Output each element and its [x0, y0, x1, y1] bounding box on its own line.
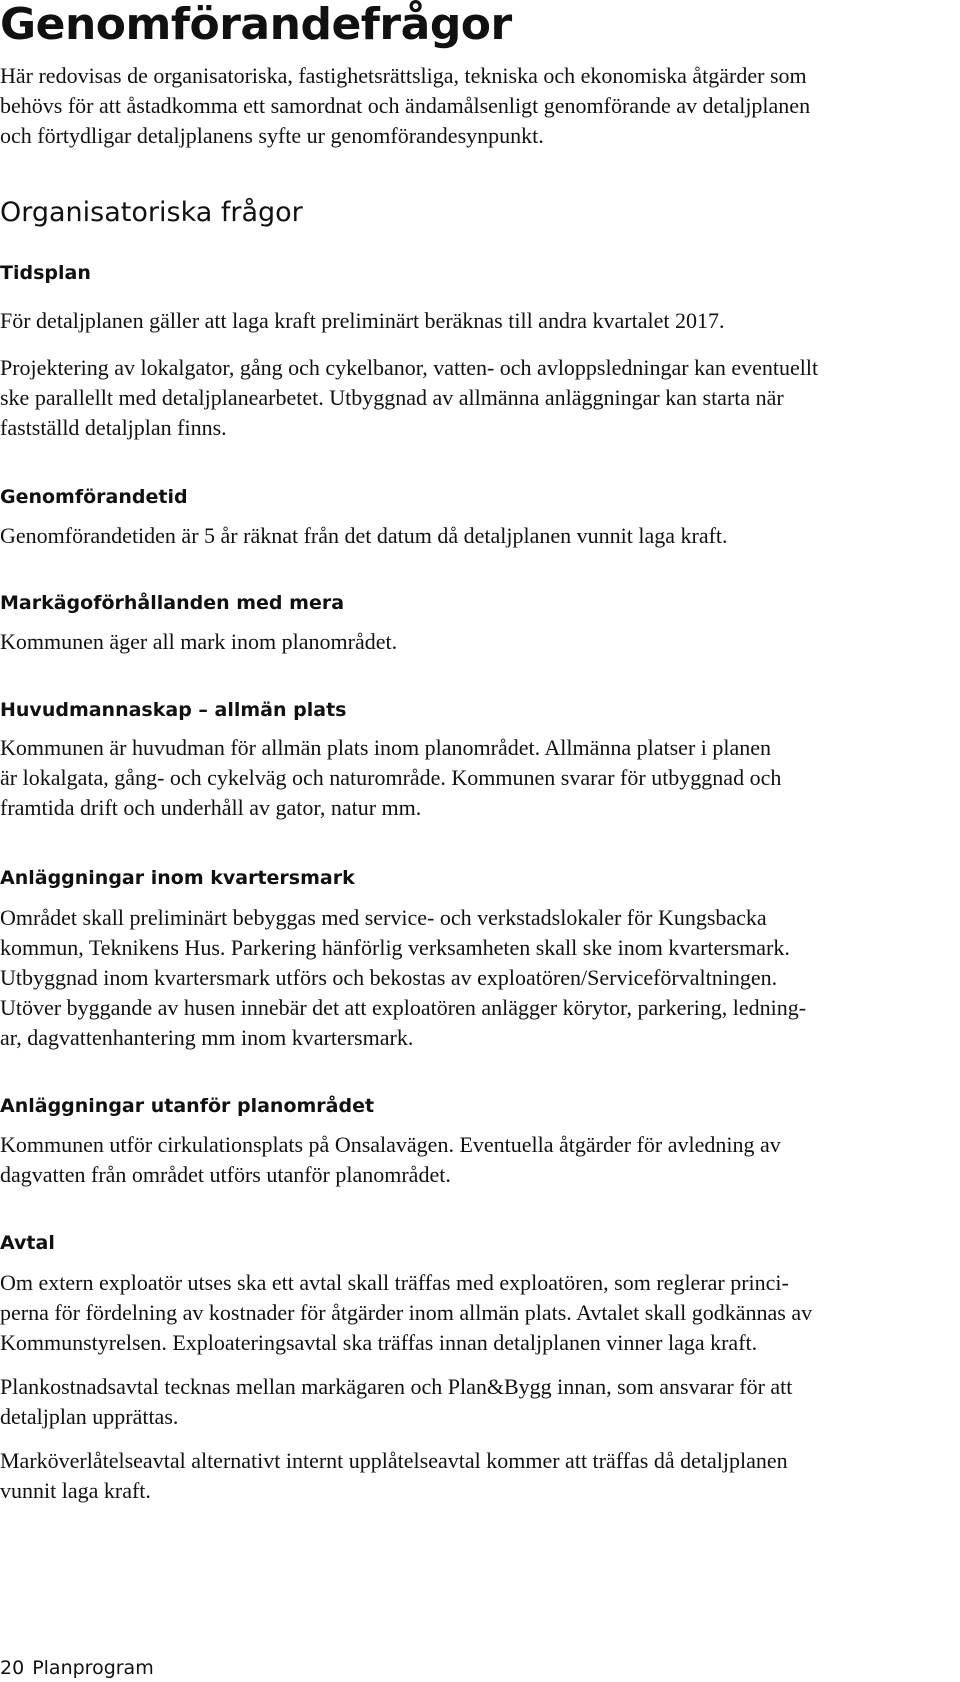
paragraph-line: Området skall preliminärt bebyggas med service- och verkstadslokaler för Kungsbacka: [0, 905, 767, 930]
anlaggningar-utanfor-heading: Anläggningar utanför planområdet: [0, 1095, 375, 1117]
paragraph-line: Utöver byggande av husen innebär det att exploatören anlägger körytor, parkering, ledning-: [0, 995, 807, 1020]
paragraph-line: framtida drift och underhåll av gator, natur mm.: [0, 795, 422, 820]
paragraph-line: Kommunen äger all mark inom planområdet.: [0, 629, 398, 654]
paragraph-line: Plankostnadsavtal tecknas mellan markägaren och Plan&Bygg innan, som ansvarar för att: [0, 1374, 793, 1399]
section-heading: Organisatoriska frågor: [0, 197, 303, 228]
anlaggningar-kvartersmark-heading: Anläggningar inom kvartersmark: [0, 867, 355, 889]
huvudmannaskap-paragraph: [0, 733, 958, 823]
anlaggningar-utanfor-paragraph: [0, 1130, 958, 1190]
paragraph-line: Kommunen utför cirkulationsplats på Onsalavägen. Eventuella åtgärder för avledning av: [0, 1132, 781, 1157]
paragraph-line: Projektering av lokalgator, gång och cykelbanor, vatten- och avloppsledningar kan eventuellt: [0, 355, 819, 380]
avtal-paragraph-3: [0, 1446, 958, 1506]
paragraph-line: vunnit laga kraft.: [0, 1478, 151, 1503]
paragraph-line: ske parallellt med detaljplanearbetet. Utbyggnad av allmänna anläggningar kan starta när: [0, 385, 784, 410]
paragraph-line: behövs för att åstadkomma ett samordnat och ändamålsenligt genomförande av detaljplanen: [0, 93, 811, 118]
avtal-paragraph-1: [0, 1268, 958, 1358]
paragraph-line: kommun, Teknikens Hus. Parkering hänförlig verksamheten skall ske inom kvartersmark.: [0, 935, 790, 960]
markagoforhallanden-paragraph: [0, 627, 958, 657]
page-footer: [0, 1656, 154, 1680]
paragraph-line: perna för fördelning av kostnader för åtgärder inom allmän plats. Avtalet skall godkännas av: [0, 1300, 813, 1325]
paragraph-line: Om extern exploatör utses ska ett avtal skall träffas med exploatören, som reglerar princi-: [0, 1270, 789, 1295]
anlaggningar-kvartersmark-paragraph: [0, 903, 958, 1053]
paragraph-line: är lokalgata, gång- och cykelväg och naturområde. Kommunen svarar för utbyggnad och: [0, 765, 782, 790]
paragraph-line: dagvatten från området utförs utanför planområdet.: [0, 1162, 451, 1187]
paragraph-line: Kommunen är huvudman för allmän plats inom planområdet. Allmänna platser i planen: [0, 735, 772, 760]
genomforandetid-paragraph: [0, 521, 958, 551]
page-title: Genomförandefrågor: [0, 0, 512, 50]
avtal-paragraph-2: [0, 1372, 958, 1432]
tidsplan-paragraph-1: [0, 306, 958, 336]
avtal-heading: Avtal: [0, 1232, 55, 1254]
paragraph-line: fastställd detaljplan finns.: [0, 415, 227, 440]
paragraph-line: För detaljplanen gäller att laga kraft preliminärt beräknas till andra kvartalet 2017.: [0, 308, 725, 333]
paragraph-line: Utbyggnad inom kvartersmark utförs och bekostas av exploatören/Serviceförvaltningen.: [0, 965, 778, 990]
paragraph-line: detaljplan upprättas.: [0, 1404, 179, 1429]
page-number: 20: [0, 1657, 25, 1679]
tidsplan-paragraph-2: [0, 353, 958, 443]
footer-label: Planprogram: [32, 1657, 154, 1679]
paragraph-line: Marköverlåtelseavtal alternativt internt upplåtelseavtal kommer att träffas då detaljplanen: [0, 1448, 788, 1473]
markagoforhallanden-heading: Markägoförhållanden med mera: [0, 592, 345, 614]
paragraph-line: Kommunstyrelsen. Exploateringsavtal ska träffas innan detaljplanen vinner laga kraft.: [0, 1330, 758, 1355]
tidsplan-heading: Tidsplan: [0, 262, 91, 284]
paragraph-line: ar, dagvattenhantering mm inom kvartersmark.: [0, 1025, 414, 1050]
huvudmannaskap-heading: Huvudmannaskap – allmän plats: [0, 699, 347, 721]
intro-paragraph: [0, 61, 958, 151]
paragraph-line: och förtydligar detaljplanens syfte ur genomförandesynpunkt.: [0, 123, 544, 148]
paragraph-line: Genomförandetiden är 5 år räknat från det datum då detaljplanen vunnit laga kraft.: [0, 523, 728, 548]
genomforandetid-heading: Genomförandetid: [0, 486, 188, 508]
paragraph-line: Här redovisas de organisatoriska, fastighetsrättsliga, tekniska och ekonomiska åtgärder som: [0, 63, 807, 88]
